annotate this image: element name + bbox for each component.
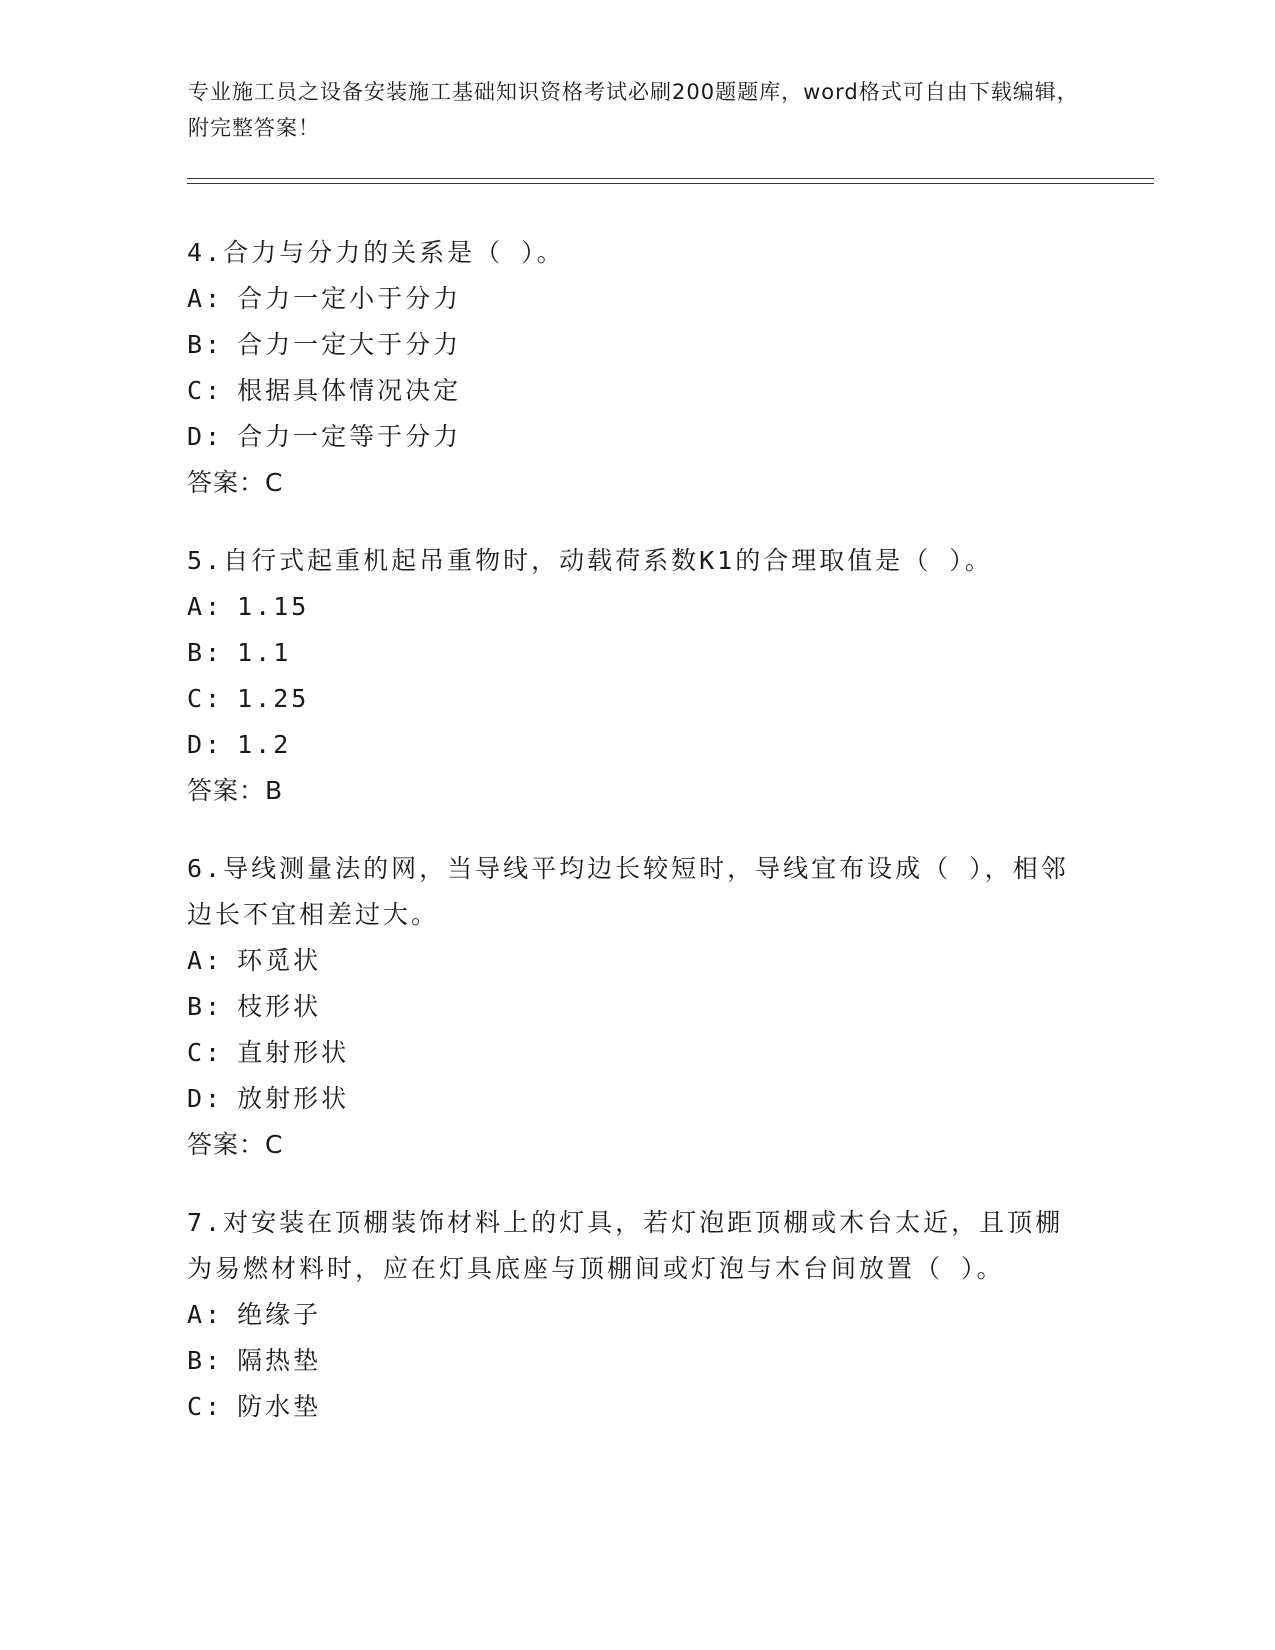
option-letter: C: xyxy=(187,376,224,405)
option-text: 1.1 xyxy=(237,638,292,667)
option-letter: C: xyxy=(187,684,224,713)
question-text: 4.合力与分力的关系是（ ）。 xyxy=(187,238,565,267)
option-letter: A: xyxy=(187,1300,224,1329)
question-item xyxy=(187,538,1087,814)
option-text: 合力一定大于分力 xyxy=(237,330,462,359)
option-text: 合力一定小于分力 xyxy=(237,284,462,313)
option-d xyxy=(187,414,1087,460)
option-a xyxy=(187,938,1087,984)
option-text: 合力一定等于分力 xyxy=(237,422,462,451)
document-header: 专业施工员之设备安装施工基础知识资格考试必刷200题题库，word格式可自由下载编辑，附完整答案！ xyxy=(188,80,1079,140)
question-text: 7.对安装在顶棚装饰材料上的灯具，若灯泡距顶棚或木台太近，且顶棚为易燃材料时，应在灯具底座与顶棚间或灯泡与木台间放置（ ）。 xyxy=(187,1208,1064,1283)
option-letter: D: xyxy=(187,1084,224,1113)
option-text: 隔热垫 xyxy=(237,1346,322,1375)
option-letter: A: xyxy=(187,592,224,621)
option-text: 1.25 xyxy=(237,684,310,713)
option-c xyxy=(187,368,1087,414)
answer-text: 答案：C xyxy=(187,1130,284,1159)
question-item xyxy=(187,230,1087,506)
option-letter: B: xyxy=(187,1346,224,1375)
option-d xyxy=(187,1076,1087,1122)
option-letter: A: xyxy=(187,946,224,975)
option-letter: A: xyxy=(187,284,224,313)
option-letter: D: xyxy=(187,730,224,759)
option-letter: C: xyxy=(187,1038,224,1067)
option-text: 枝形状 xyxy=(237,992,322,1021)
question-item xyxy=(187,846,1087,1168)
answer-text: 答案：C xyxy=(187,468,284,497)
header-divider-bottom xyxy=(187,183,1154,184)
answer-text: 答案：B xyxy=(187,776,284,805)
option-b xyxy=(187,1338,1087,1384)
option-b xyxy=(187,322,1087,368)
option-text: 环觅状 xyxy=(237,946,322,975)
option-c xyxy=(187,1384,1087,1430)
question-text: 6.导线测量法的网，当导线平均边长较短时，导线宜布设成（ ），相邻边长不宜相差过大。 xyxy=(187,854,1069,929)
option-a xyxy=(187,276,1087,322)
option-a xyxy=(187,584,1087,630)
option-c xyxy=(187,1030,1087,1076)
option-letter: C: xyxy=(187,1392,224,1421)
question-list xyxy=(187,230,1087,1462)
option-d xyxy=(187,722,1087,768)
option-text: 根据具体情况决定 xyxy=(237,376,462,405)
option-text: 1.15 xyxy=(237,592,310,621)
option-text: 1.2 xyxy=(237,730,292,759)
option-text: 直射形状 xyxy=(237,1038,350,1067)
option-a xyxy=(187,1292,1087,1338)
option-letter: D: xyxy=(187,422,224,451)
option-c xyxy=(187,676,1087,722)
option-letter: B: xyxy=(187,330,224,359)
option-text: 放射形状 xyxy=(237,1084,350,1113)
question-text: 5.自行式起重机起吊重物时，动载荷系数K1的合理取值是（ ）。 xyxy=(187,546,993,575)
option-letter: B: xyxy=(187,992,224,1021)
header-divider-top xyxy=(187,178,1154,179)
option-letter: B: xyxy=(187,638,224,667)
option-b xyxy=(187,984,1087,1030)
option-text: 绝缘子 xyxy=(237,1300,322,1329)
question-item xyxy=(187,1200,1087,1430)
option-b xyxy=(187,630,1087,676)
option-text: 防水垫 xyxy=(237,1392,322,1421)
